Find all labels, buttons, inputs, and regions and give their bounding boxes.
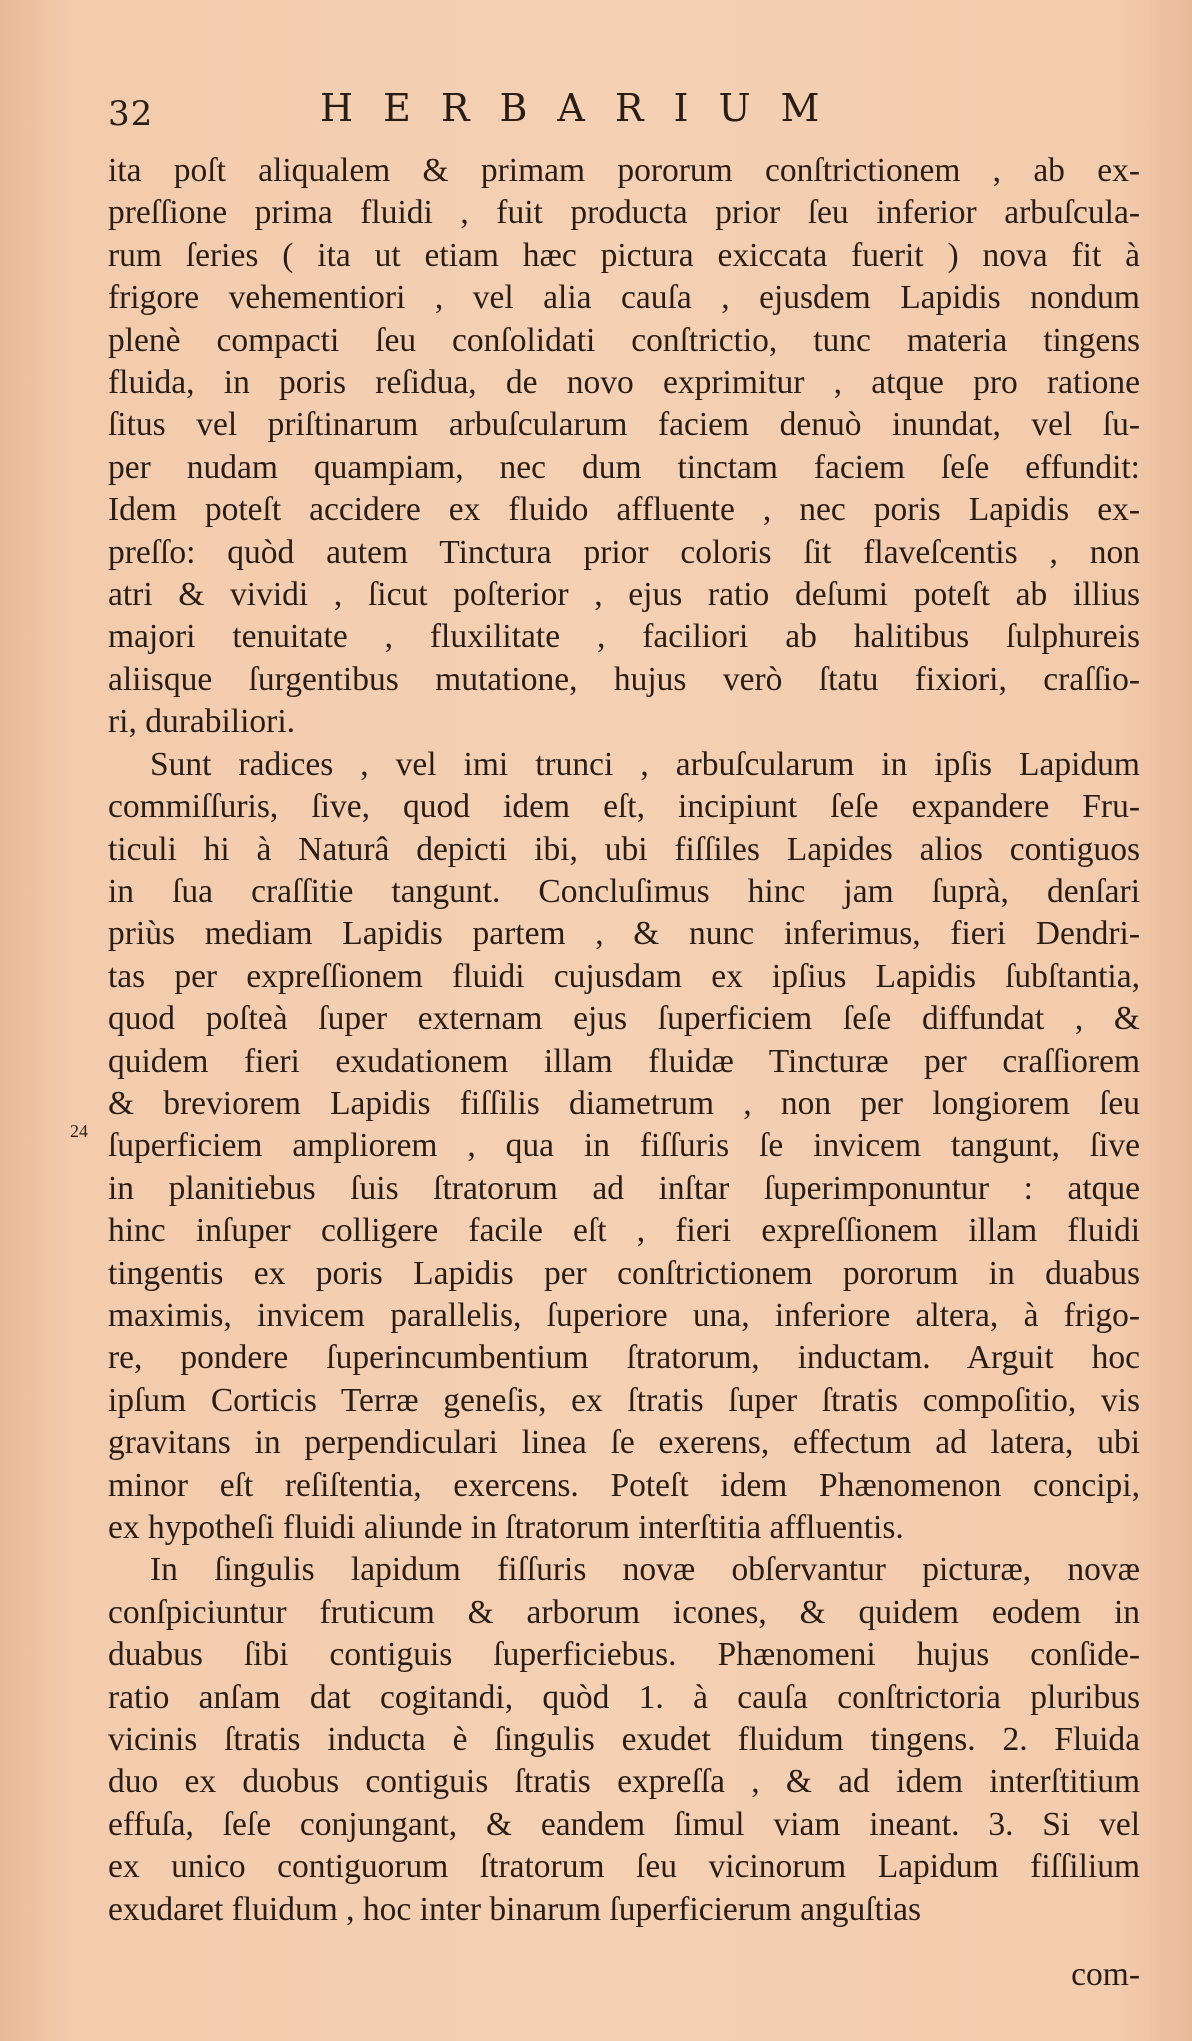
text-line: ticuli hi à Naturâ depicti ibi, ubi fiſſiles Lapides alios contiguos xyxy=(108,830,1140,868)
page-header xyxy=(108,80,1048,140)
text-line: re, pondere ſuperincumbentium ſtratorum, inductam. Arguit hoc xyxy=(108,1339,1140,1377)
running-title: HERBARIUM xyxy=(320,86,850,130)
text-line: ex unico contiguorum ſtratorum ſeu vicinorum Lapidum fiſſilium xyxy=(108,1848,1140,1886)
text-line: hinc inſuper colligere facile eſt , fieri expreſſionem illam fluidi xyxy=(108,1212,1140,1250)
text-line: in ſua craſſitie tangunt. Concluſimus hinc jam ſuprà, denſari xyxy=(108,872,1140,910)
text-line: ſitus vel priſtinarum arbuſcularum faciem denuò inundat, vel ſu- xyxy=(108,406,1140,444)
page-number: 32 xyxy=(108,94,154,134)
text-line: & breviorem Lapidis fiſſilis diametrum , non per longiorem ſeu xyxy=(108,1084,1140,1122)
text-line: priùs mediam Lapidis partem , & nunc inferimus, fieri Dendri- xyxy=(108,915,1140,953)
text-line: plenè compacti ſeu conſolidati conſtrictio, tunc materia tingens xyxy=(108,321,1140,359)
catchword: com- xyxy=(1071,1956,1140,1993)
text-line: duabus ſibi contiguis ſuperficiebus. Phænomeni hujus conſide- xyxy=(108,1636,1140,1674)
body-text xyxy=(108,150,1140,1931)
text-line: atri & vividi , ſicut poſterior , ejus ratio deſumi poteſt ab illius xyxy=(108,576,1140,614)
margin-note: 24 xyxy=(70,1121,88,1141)
text-line: tingentis ex poris Lapidis per conſtrictionem pororum in duabus xyxy=(108,1254,1140,1292)
text-line: ratio anſam dat cogitandi, quòd 1. à cauſa conſtrictoria pluribus xyxy=(108,1678,1140,1716)
text-line: preſſo: quòd autem Tinctura prior coloris ſit flaveſcentis , non xyxy=(108,533,1140,571)
paragraph xyxy=(108,1549,1140,1931)
text-line: maximis, invicem parallelis, ſuperiore una, inferiore altera, à frigo- xyxy=(108,1296,1140,1334)
text-line: fluida, in poris reſidua, de novo exprimitur , atque pro ratione xyxy=(108,364,1140,402)
text-line: exudaret fluidum , hoc inter binarum ſuperficierum anguſtias xyxy=(108,1890,922,1928)
text-line: minor eſt reſiſtentia, exercens. Poteſt idem Phænomenon concipi, xyxy=(108,1466,1140,1504)
text-line: tas per expreſſionem fluidi cujusdam ex ipſius Lapidis ſubſtantia, xyxy=(108,957,1140,995)
text-line: aliisque ſurgentibus mutatione, hujus verò ſtatu fixiori, craſſio- xyxy=(108,660,1140,698)
text-line: per nudam quampiam, nec dum tinctam faciem ſeſe effundit: xyxy=(108,448,1140,486)
text-line: conſpiciuntur fruticum & arborum icones, & quidem eodem in xyxy=(108,1593,1140,1631)
text-line: frigore vehementiori , vel alia cauſa , ejusdem Lapidis nondum xyxy=(108,279,1140,317)
text-line: rum ſeries ( ita ut etiam hæc pictura exiccata fuerit ) nova fit à xyxy=(108,236,1140,274)
text-line: ri, durabiliori. xyxy=(108,703,295,741)
text-line: preſſione prima fluidi , fuit producta prior ſeu inferior arbuſcula- xyxy=(108,194,1140,232)
text-line: commiſſuris, ſive, quod idem eſt, incipiunt ſeſe expandere Fru- xyxy=(108,788,1140,826)
text-line: ipſum Corticis Terræ geneſis, ex ſtratis ſuper ſtratis compoſitio, vis xyxy=(108,1381,1140,1419)
text-line: in planitiebus ſuis ſtratorum ad inſtar ſuperimponuntur : atque xyxy=(108,1169,1140,1207)
text-line: ex hypotheſi fluidi aliunde in ſtratorum interſtitia affluentis. xyxy=(108,1509,904,1546)
text-line: effuſa, ſeſe conjungant, & eandem ſimul viam ineant. 3. Si vel xyxy=(108,1805,1140,1843)
text-line: duo ex duobus contiguis ſtratis expreſſa , & ad idem interſtitium xyxy=(108,1763,1140,1801)
paragraph xyxy=(108,744,1140,1550)
text-line: majori tenuitate , fluxilitate , faciliori ab halitibus ſulphureis xyxy=(108,618,1140,656)
text-line: gravitans in perpendiculari linea ſe exerens, effectum ad latera, ubi xyxy=(108,1424,1140,1462)
paragraph xyxy=(108,150,1140,744)
text-line: Idem poteſt accidere ex fluido affluente , nec poris Lapidis ex- xyxy=(108,491,1140,529)
text-line: quod poſteà ſuper externam ejus ſuperficiem ſeſe diffundat , & xyxy=(108,1000,1140,1038)
text-line: ita poſt aliqualem & primam pororum conſtrictionem , ab ex- xyxy=(108,152,1140,189)
text-line: ſuperficiem ampliorem , qua in fiſſuris ſe invicem tangunt, ſive xyxy=(108,1127,1140,1165)
text-line: In ſingulis lapidum fiſſuris novæ obſervantur picturæ, novæ xyxy=(150,1551,1140,1589)
text-line: Sunt radices , vel imi trunci , arbuſcularum in ipſis Lapidum xyxy=(150,745,1140,783)
text-line: quidem fieri exudationem illam fluidæ Tincturæ per craſſiorem xyxy=(108,1042,1140,1080)
text-line: vicinis ſtratis inducta è ſingulis exudet fluidum tingens. 2. Fluida xyxy=(108,1721,1140,1759)
